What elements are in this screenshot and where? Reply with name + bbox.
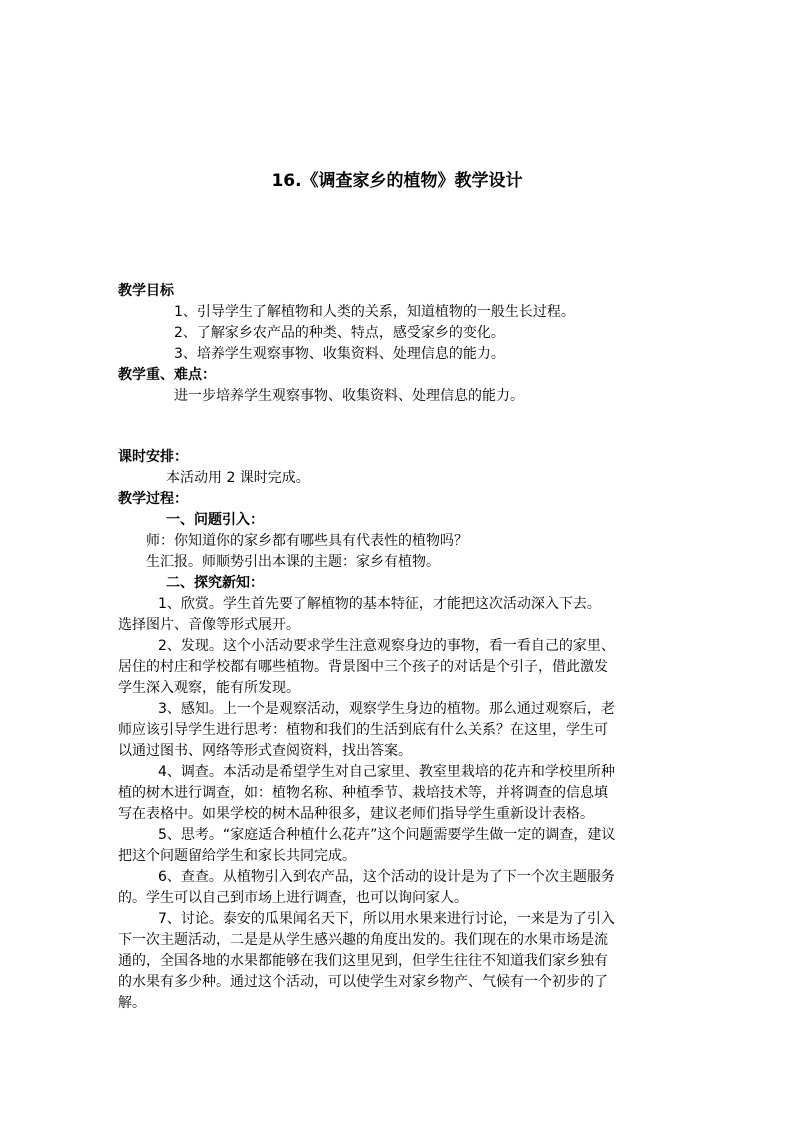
objective-item: 2、了解家乡农产品的种类、特点，感受家乡的变化。	[174, 325, 505, 341]
explore-item-line: 居住的村庄和学校都有哪些植物。背景图中三个孩子的对话是个引子，借此激发	[118, 659, 608, 675]
explore-item-line: 1、欣赏。学生首先要了解植物的基本特征，才能把这次活动深入下去。	[158, 596, 601, 612]
schedule-heading: 课时安排：	[118, 449, 188, 465]
key-points-heading: 教学重、难点：	[118, 367, 216, 383]
schedule-text: 本活动用 2 课时完成。	[166, 470, 310, 486]
explore-item-line: 学生深入观察，能有所发现。	[118, 680, 300, 696]
explore-item-line: 的。学生可以自己到市场上进行调查，也可以询问家人。	[118, 890, 468, 906]
explore-item-line: 7、讨论。泰安的瓜果闻名天下，所以用水果来进行讨论，一来是为了引入	[158, 911, 615, 927]
explore-item-line: 解。	[118, 995, 146, 1011]
key-points-text: 进一步培养学生观察事物、收集资料、处理信息的能力。	[174, 388, 524, 404]
explore-item-line: 写在表格中。如果学校的树木品种很多，建议老师们指导学生重新设计表格。	[118, 806, 594, 822]
explore-item-line: 2、发现。这个小活动要求学生注意观察身边的事物，看一看自己的家里、	[158, 638, 615, 654]
objective-item: 3、培养学生观察事物、收集资料、处理信息的能力。	[174, 346, 505, 362]
explore-item-line: 通的，全国各地的水果都能够在我们这里见到，但学生往往不知道我们家乡独有	[118, 953, 608, 969]
objectives-heading: 教学目标	[118, 283, 174, 299]
explore-item-line: 下一次主题活动，二是是从学生感兴趣的角度出发的。我们现在的水果市场是流	[118, 932, 608, 948]
explore-item-line: 选择图片、音像等形式展开。	[118, 617, 300, 633]
document-title: 16.《调查家乡的植物》教学设计	[271, 171, 523, 191]
explore-item-line: 把这个问题留给学生和家长共同完成。	[118, 848, 356, 864]
explore-item-line: 5、思考。“家庭适合种植什么花卉”这个问题需要学生做一定的调查，建议	[158, 827, 616, 843]
explore-item-line: 以通过图书、网络等形式查阅资料，找出答案。	[118, 743, 412, 759]
objective-item: 1、引导学生了解植物和人类的关系，知道植物的一般生长过程。	[174, 304, 575, 320]
document-body	[118, 281, 688, 1014]
process-heading: 教学过程：	[118, 491, 188, 507]
explore-item-line: 6、查查。从植物引入到农产品，这个活动的设计是为了下一个次主题服务	[158, 869, 615, 885]
intro-line: 师：你知道你的家乡都有哪些具有代表性的植物吗？	[146, 533, 468, 549]
section-heading-explore: 二、探究新知：	[166, 575, 264, 591]
explore-item-line: 师应该引导学生进行思考：植物和我们的生活到底有什么关系？在这里，学生可	[118, 722, 608, 738]
explore-item-line: 4、调查。本活动是希望学生对自己家里、教室里栽培的花卉和学校里所种	[158, 764, 615, 780]
section-heading-intro: 一、问题引入：	[166, 512, 264, 528]
explore-item-line: 的水果有多少种。通过这个活动，可以使学生对家乡物产、气候有一个初步的了	[118, 974, 608, 990]
explore-item-line: 植的树木进行调查，如：植物名称、种植季节、栽培技术等，并将调查的信息填	[118, 785, 608, 801]
explore-item-line: 3、感知。上一个是观察活动，观察学生身边的植物。那么通过观察后，老	[158, 701, 615, 717]
intro-line: 生汇报。师顺势引出本课的主题：家乡有植物。	[146, 554, 440, 570]
